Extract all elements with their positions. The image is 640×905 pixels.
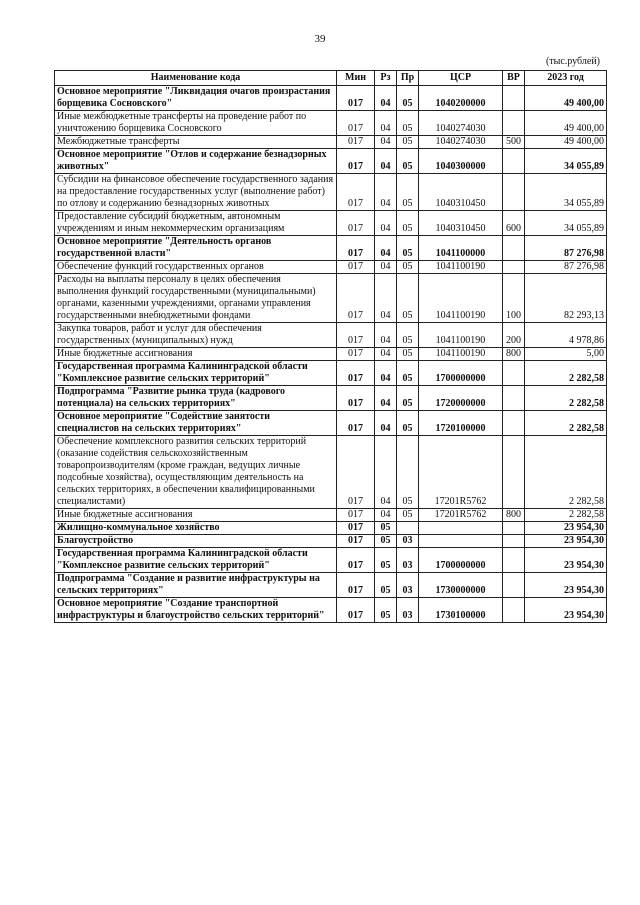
- cell-csr: 1700000000: [419, 548, 503, 573]
- cell-csr: 17201R5762: [419, 436, 503, 509]
- cell-csr: 1700000000: [419, 361, 503, 386]
- cell-amount: 4 978,86: [525, 323, 607, 348]
- cell-pr: 03: [397, 548, 419, 573]
- cell-pr: 05: [397, 509, 419, 522]
- cell-vr: 600: [503, 211, 525, 236]
- cell-vr: [503, 149, 525, 174]
- cell-name: Жилищно-коммунальное хозяйство: [55, 522, 337, 535]
- cell-name: Подпрограмма "Развитие рынка труда (кадрового потенциала) на сельских территориях": [55, 386, 337, 411]
- cell-amount: 2 282,58: [525, 509, 607, 522]
- cell-csr: 1041100190: [419, 261, 503, 274]
- cell-csr: 1730100000: [419, 598, 503, 623]
- cell-csr: 1720100000: [419, 411, 503, 436]
- header-rz: Рз: [375, 71, 397, 86]
- table-body: [55, 86, 607, 623]
- cell-min: 017: [337, 136, 375, 149]
- cell-pr: 03: [397, 535, 419, 548]
- cell-name: Государственная программа Калининградской области "Комплексное развитие сельских территорий": [55, 361, 337, 386]
- cell-csr: 1040200000: [419, 86, 503, 111]
- cell-vr: [503, 111, 525, 136]
- cell-name: Иные бюджетные ассигнования: [55, 509, 337, 522]
- table-row: [55, 535, 607, 548]
- cell-min: 017: [337, 386, 375, 411]
- cell-amount: 82 293,13: [525, 274, 607, 323]
- cell-rz: 05: [375, 535, 397, 548]
- cell-rz: 04: [375, 348, 397, 361]
- cell-min: 017: [337, 436, 375, 509]
- cell-min: 017: [337, 522, 375, 535]
- cell-pr: 03: [397, 598, 419, 623]
- cell-vr: [503, 86, 525, 111]
- cell-rz: 04: [375, 111, 397, 136]
- cell-vr: [503, 573, 525, 598]
- cell-vr: [503, 535, 525, 548]
- cell-vr: [503, 598, 525, 623]
- cell-pr: 05: [397, 261, 419, 274]
- cell-csr: 1040310450: [419, 211, 503, 236]
- cell-pr: 05: [397, 386, 419, 411]
- cell-min: 017: [337, 174, 375, 211]
- cell-rz: 04: [375, 509, 397, 522]
- cell-pr: 05: [397, 174, 419, 211]
- cell-rz: 04: [375, 361, 397, 386]
- table-row: [55, 261, 607, 274]
- table-row: [55, 274, 607, 323]
- cell-name: Иные межбюджетные трансферты на проведение работ по уничтожению борщевика Сосновского: [55, 111, 337, 136]
- cell-rz: 04: [375, 274, 397, 323]
- cell-rz: 04: [375, 323, 397, 348]
- header-csr: ЦСР: [419, 71, 503, 86]
- cell-amount: 49 400,00: [525, 86, 607, 111]
- cell-vr: 800: [503, 509, 525, 522]
- cell-csr: 1041100000: [419, 236, 503, 261]
- table-row: [55, 111, 607, 136]
- cell-vr: [503, 522, 525, 535]
- table-row: [55, 548, 607, 573]
- cell-vr: [503, 236, 525, 261]
- header-min: Мин: [337, 71, 375, 86]
- cell-pr: 05: [397, 274, 419, 323]
- table-row: [55, 149, 607, 174]
- cell-min: 017: [337, 573, 375, 598]
- cell-rz: 04: [375, 136, 397, 149]
- cell-amount: 87 276,98: [525, 261, 607, 274]
- header-pr: Пр: [397, 71, 419, 86]
- cell-rz: 04: [375, 86, 397, 111]
- units-label: (тыс.рублей): [545, 56, 600, 67]
- table-row: [55, 598, 607, 623]
- table-row: [55, 411, 607, 436]
- cell-rz: 04: [375, 411, 397, 436]
- cell-name: Расходы на выплаты персоналу в целях обеспечения выполнения функций государственными (муниципальными) органами, казенными учреждениями, органами управления государственными внебюджетными фондами: [55, 274, 337, 323]
- cell-pr: 05: [397, 149, 419, 174]
- page-number: 39: [314, 33, 326, 45]
- cell-min: 017: [337, 323, 375, 348]
- cell-amount: 23 954,30: [525, 598, 607, 623]
- table-row: [55, 236, 607, 261]
- cell-vr: [503, 174, 525, 211]
- cell-min: 017: [337, 411, 375, 436]
- cell-name: Основное мероприятие "Ликвидация очагов произрастания борщевика Сосновского": [55, 86, 337, 111]
- cell-vr: 800: [503, 348, 525, 361]
- cell-vr: [503, 386, 525, 411]
- cell-rz: 05: [375, 548, 397, 573]
- table-row: [55, 136, 607, 149]
- cell-min: 017: [337, 361, 375, 386]
- cell-amount: 2 282,58: [525, 386, 607, 411]
- cell-name: Основное мероприятие "Создание транспортной инфраструктуры и благоустройство сельских территорий": [55, 598, 337, 623]
- cell-amount: 23 954,30: [525, 573, 607, 598]
- cell-rz: 04: [375, 174, 397, 211]
- cell-name: Подпрограмма "Создание и развитие инфраструктуры на сельских территориях": [55, 573, 337, 598]
- budget-table: [54, 70, 607, 623]
- table-row: [55, 509, 607, 522]
- table-row: [55, 522, 607, 535]
- cell-amount: 23 954,30: [525, 535, 607, 548]
- cell-amount: 34 055,89: [525, 211, 607, 236]
- cell-name: Государственная программа Калининградской области "Комплексное развитие сельских территорий": [55, 548, 337, 573]
- cell-min: 017: [337, 261, 375, 274]
- cell-rz: 04: [375, 436, 397, 509]
- cell-name: Межбюджетные трансферты: [55, 136, 337, 149]
- cell-min: 017: [337, 535, 375, 548]
- table-row: [55, 436, 607, 509]
- header-vr: ВР: [503, 71, 525, 86]
- cell-vr: [503, 261, 525, 274]
- table-row: [55, 361, 607, 386]
- cell-csr: 1041100190: [419, 323, 503, 348]
- cell-min: 017: [337, 236, 375, 261]
- cell-csr: 1720000000: [419, 386, 503, 411]
- cell-min: 017: [337, 548, 375, 573]
- header-year: 2023 год: [525, 71, 607, 86]
- cell-name: Иные бюджетные ассигнования: [55, 348, 337, 361]
- cell-amount: 5,00: [525, 348, 607, 361]
- cell-rz: 04: [375, 261, 397, 274]
- cell-amount: 2 282,58: [525, 361, 607, 386]
- cell-csr: 1730000000: [419, 573, 503, 598]
- cell-name: Обеспечение функций государственных органов: [55, 261, 337, 274]
- cell-vr: [503, 361, 525, 386]
- cell-pr: 05: [397, 136, 419, 149]
- cell-pr: [397, 522, 419, 535]
- cell-min: 017: [337, 111, 375, 136]
- cell-amount: 2 282,58: [525, 411, 607, 436]
- cell-vr: [503, 436, 525, 509]
- cell-csr: 1040274030: [419, 136, 503, 149]
- cell-rz: 05: [375, 598, 397, 623]
- cell-vr: [503, 548, 525, 573]
- cell-vr: 200: [503, 323, 525, 348]
- cell-min: 017: [337, 86, 375, 111]
- cell-amount: 23 954,30: [525, 522, 607, 535]
- cell-pr: 05: [397, 436, 419, 509]
- cell-rz: 05: [375, 573, 397, 598]
- cell-amount: 49 400,00: [525, 111, 607, 136]
- cell-csr: 1040310450: [419, 174, 503, 211]
- cell-csr: 1041100190: [419, 348, 503, 361]
- cell-amount: 2 282,58: [525, 436, 607, 509]
- table-row: [55, 323, 607, 348]
- cell-pr: 05: [397, 411, 419, 436]
- cell-name: Обеспечение комплексного развития сельских территорий (оказание содействия сельскохозяйственным товаропроизводителям (кроме граждан, ведущих личные подсобные хозяйства), осуществляющим деятельность на сельских территориях, в обеспечении квалифицированными специалистами): [55, 436, 337, 509]
- cell-rz: 04: [375, 236, 397, 261]
- cell-pr: 05: [397, 361, 419, 386]
- cell-csr: 1040274030: [419, 111, 503, 136]
- cell-min: 017: [337, 274, 375, 323]
- cell-min: 017: [337, 598, 375, 623]
- cell-name: Предоставление субсидий бюджетным, автономным учреждениям и иным некоммерческим организациям: [55, 211, 337, 236]
- cell-name: Основное мероприятие "Содействие занятости специалистов на сельских территориях": [55, 411, 337, 436]
- table-row: [55, 174, 607, 211]
- cell-amount: 87 276,98: [525, 236, 607, 261]
- cell-name: Субсидии на финансовое обеспечение государственного задания на предоставление государственных услуг (выполнение работ) по отлову и содержанию безнадзорных животных: [55, 174, 337, 211]
- cell-name: Основное мероприятие "Отлов и содержание безнадзорных животных": [55, 149, 337, 174]
- cell-name: Благоустройство: [55, 535, 337, 548]
- cell-rz: 05: [375, 522, 397, 535]
- table-row: [55, 348, 607, 361]
- cell-rz: 04: [375, 386, 397, 411]
- cell-min: 017: [337, 211, 375, 236]
- table-row: [55, 86, 607, 111]
- header-name: Наименование кода: [55, 71, 337, 86]
- cell-vr: 500: [503, 136, 525, 149]
- cell-vr: 100: [503, 274, 525, 323]
- cell-pr: 05: [397, 236, 419, 261]
- cell-vr: [503, 411, 525, 436]
- cell-amount: 49 400,00: [525, 136, 607, 149]
- cell-pr: 05: [397, 111, 419, 136]
- cell-pr: 05: [397, 323, 419, 348]
- cell-name: Закупка товаров, работ и услуг для обеспечения государственных (муниципальных) нужд: [55, 323, 337, 348]
- cell-amount: 23 954,30: [525, 548, 607, 573]
- cell-name: Основное мероприятие "Деятельность органов государственной власти": [55, 236, 337, 261]
- cell-min: 017: [337, 509, 375, 522]
- table-row: [55, 211, 607, 236]
- cell-pr: 05: [397, 86, 419, 111]
- cell-rz: 04: [375, 211, 397, 236]
- table-row: [55, 573, 607, 598]
- cell-pr: 05: [397, 211, 419, 236]
- cell-min: 017: [337, 348, 375, 361]
- cell-amount: 34 055,89: [525, 174, 607, 211]
- cell-amount: 34 055,89: [525, 149, 607, 174]
- cell-csr: 1040300000: [419, 149, 503, 174]
- table-header-row: [55, 71, 607, 86]
- cell-rz: 04: [375, 149, 397, 174]
- cell-csr: [419, 535, 503, 548]
- cell-min: 017: [337, 149, 375, 174]
- cell-pr: 03: [397, 573, 419, 598]
- cell-csr: 1041100190: [419, 274, 503, 323]
- table-row: [55, 386, 607, 411]
- cell-csr: 17201R5762: [419, 509, 503, 522]
- cell-csr: [419, 522, 503, 535]
- cell-pr: 05: [397, 348, 419, 361]
